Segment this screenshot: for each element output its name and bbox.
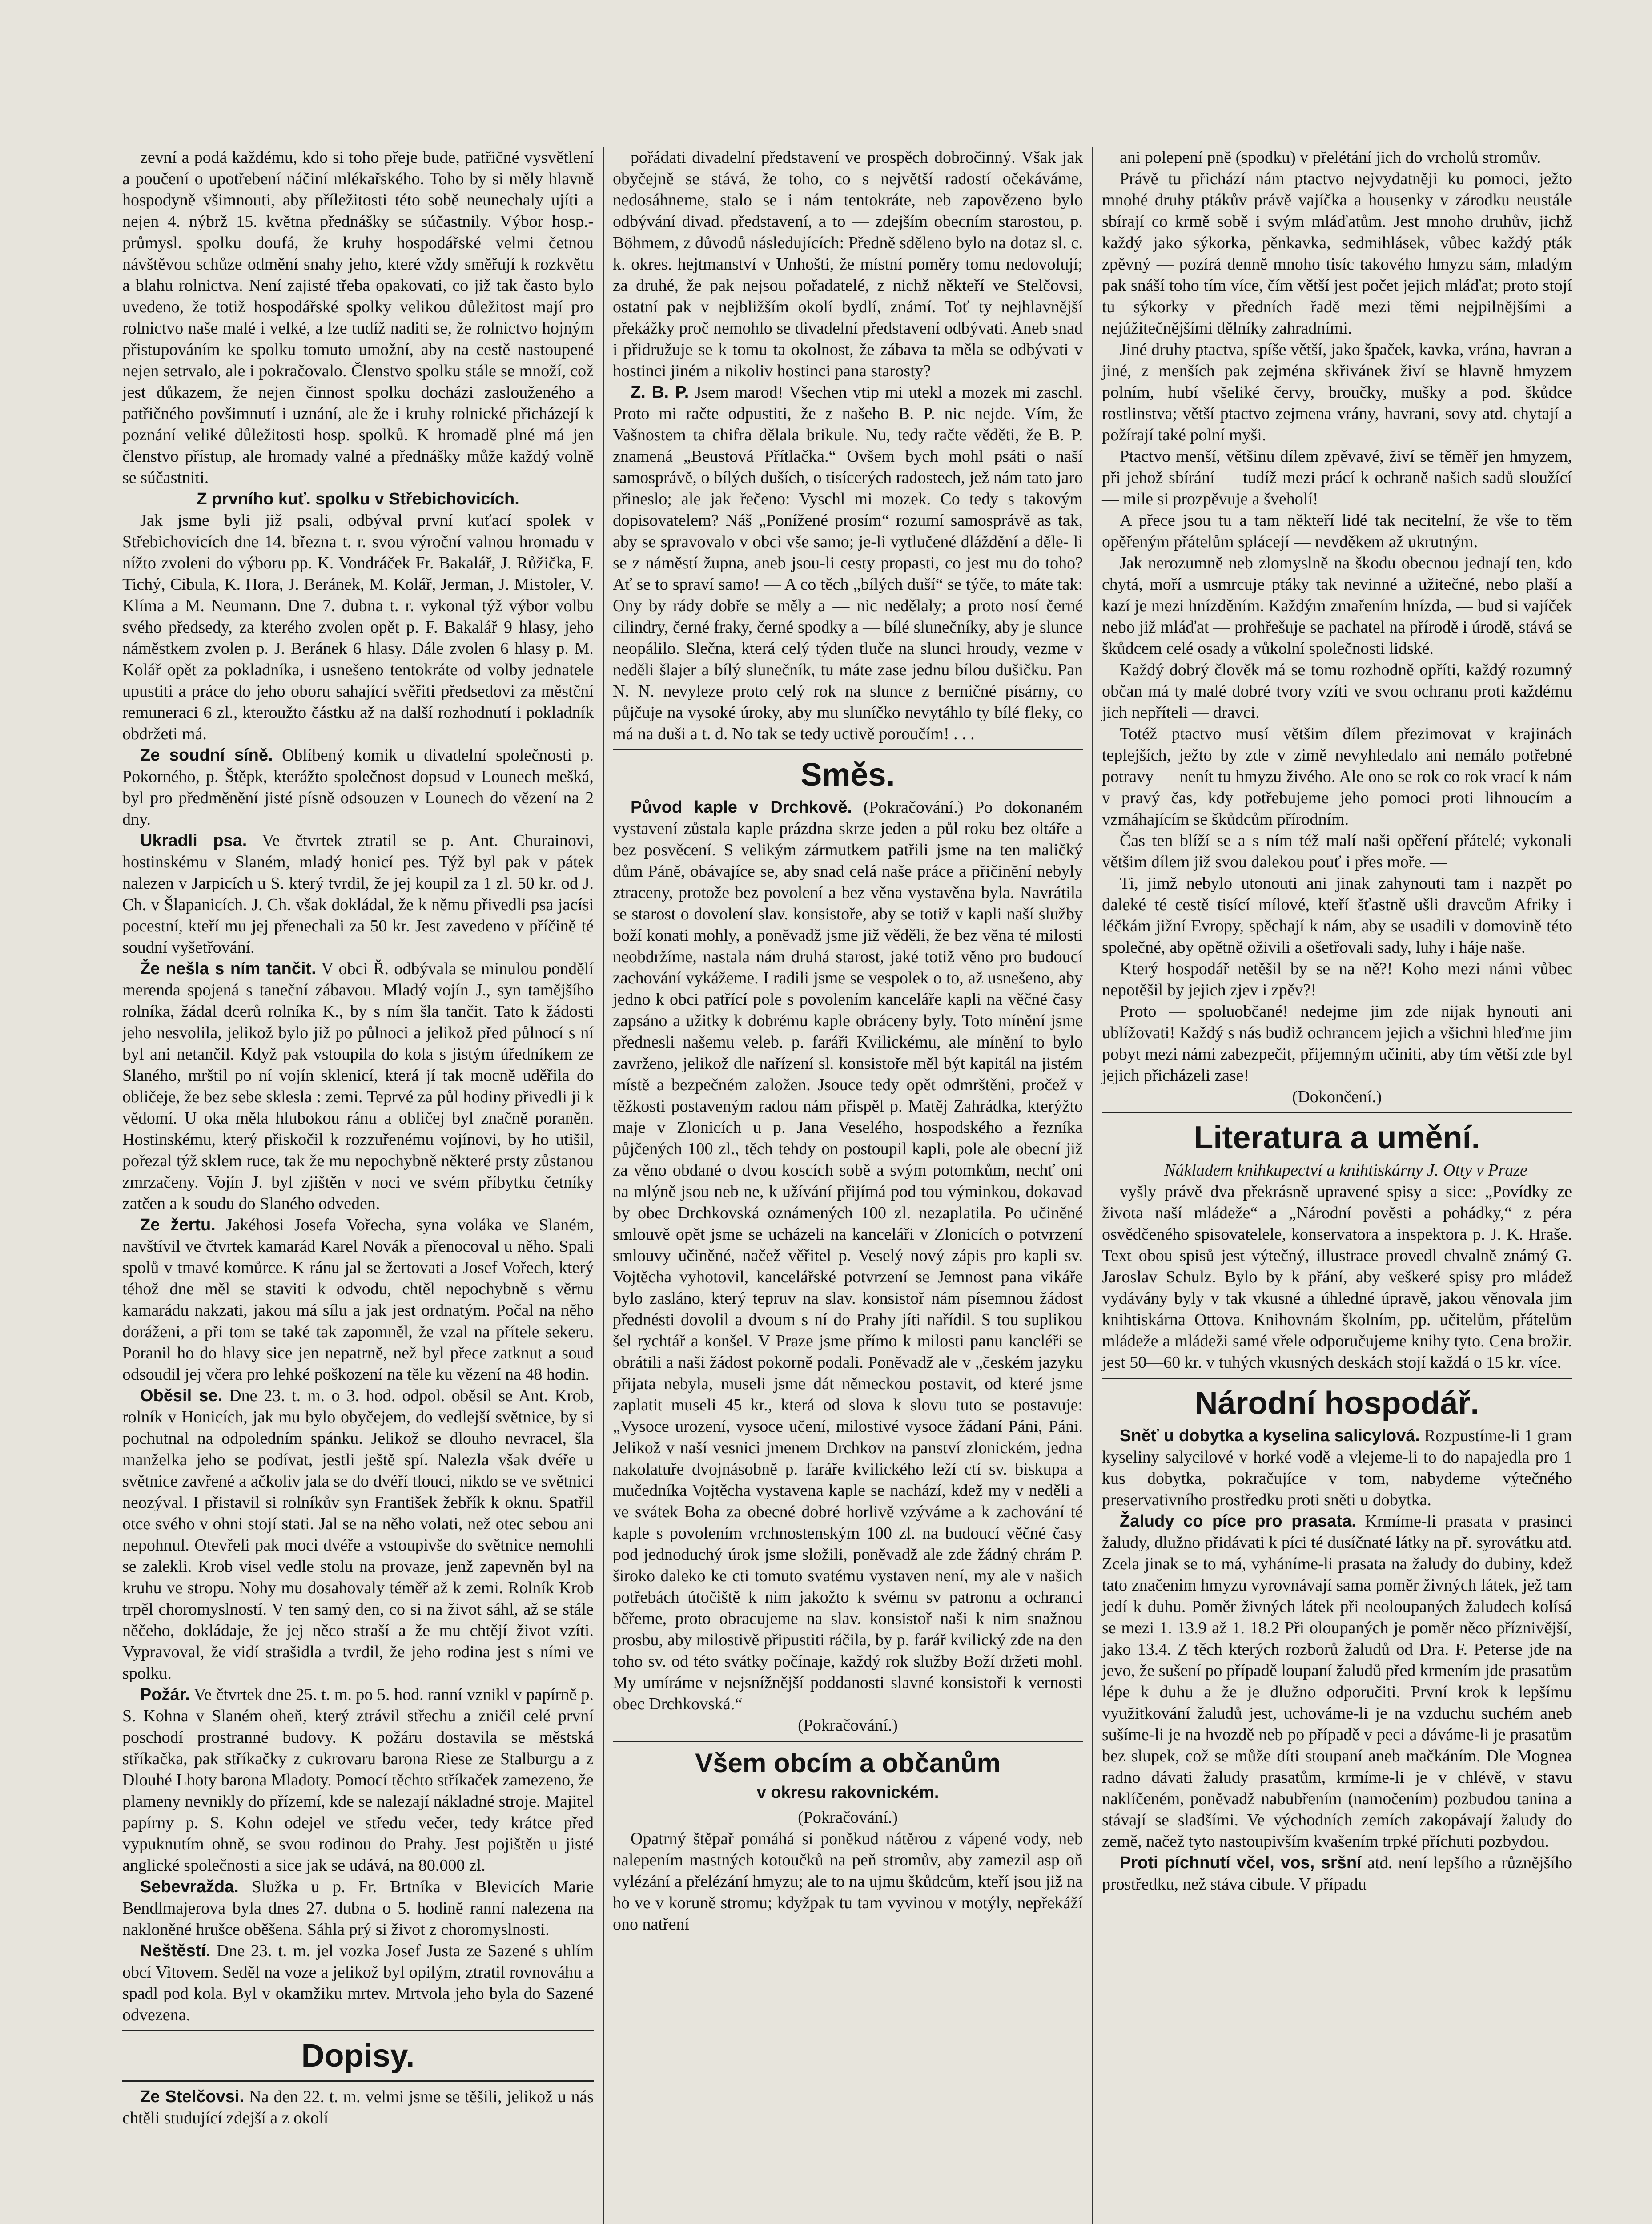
article-text: Rozpustíme-li 1 gram kyseliny salycilové v horké vodě a vlejeme-li to do napajedla pro 1 kus dobytka, pokračujíce v tom, nabydeme výtečného preservativního prostředku proti sněti u dobytka. bbox=[1102, 1426, 1572, 1509]
divider bbox=[1102, 1378, 1572, 1379]
section-heading-literatura: Literatura a umění. bbox=[1194, 1120, 1480, 1156]
column-2 bbox=[603, 147, 1092, 2224]
article-heading: Z. B. P. bbox=[631, 383, 689, 402]
section-heading-dopisy: Dopisy. bbox=[301, 2038, 415, 2074]
article-text: Ve čtvrtek dne 25. t. m. po 5. hod. ranní vznikl v papírně p. S. Kohna v Slaném oheň, který ztrávil střechu a zničil celé první poschodí prostranné budovy. K požáru dostavila se městská stříkačka, pak stříkačky z cukrovaru barona Riese ze Stalburgu a z Dlouhé Lhoty barona Mladoty. Pomocí těchto stříkaček zamezeno, že plameny nevnikly do přízemí, kde se nalezají nákladné stroje. Majitel papírny p. S. Kohn odejel ve středu večer, tedy krátce před vypuknutím ohně, se svou rodinou do Prahy. Jest pojištěn u jisté anglické společnosti a sice jak se udává, na 80.000 zl. bbox=[122, 1685, 594, 1875]
publisher-line: Nákladem knihkupectví a knihtiskárny J. Otty v Praze bbox=[1164, 1161, 1527, 1180]
column-3 bbox=[1092, 147, 1581, 2224]
article-text: Jakéhosi Josefa Vořecha, syna voláka ve Slaném, navštívil ve čtvrtek kamarád Karel Novák a přenocoval u něho. Spali spolů v tmavé komůrce. K ránu jal se žertovati a Josef Vořech, který téhož dne měl se staviti k odvodu, chtěl nepochybně s věrnu kamarádu nakzati, jakou má sílu a jak jest ordnatým. Počal na něho doráženi, a při tom se také tak zapomněl, že vzal na přítele sekeru. Poranil ho do hlavy sice jen nepatrně, než byl přece zatknut a soud odsoudil jej včera pro lehké poškození na těle ku vězení na 48 hodin. bbox=[122, 1216, 594, 1384]
article-heading: Ze žertu. bbox=[140, 1216, 216, 1234]
article-text: V obci Ř. odbývala se minulou pondělí merenda spojená s taneční zábavou. Mladý vojín J., syn tamějšího rolníka, žádal dcerů rolníka K., by s ním šla tančit. Tato k žádosti jeho nesvolila, jelikož bylo již po půlnoci a jelikož před půlnocí s ní byl ani netančil. Když pak vstoupila do kola s jistým úředníkem ze Slaného, mrštil po ní vojín sklenicí, která jí tak mocně uděřila do obličeje, že bez sebe sklesla : zemi. Teprvé za půl hodiny přivedli ji k vědomí. U oka měla hlubokou ránu a obličej byl značně poraněn. Hostinskému, který přiskočil k rozzuřenému vojínovi, by ho utišil, pořezal týž sklem ruce, tak že mu nepochybně některé prsty zůstanou zmrzačeny. Vojín J. byl zjištěn v noci ve svém příbytku četníky zatčen a k soudu do Slaného odveden. bbox=[122, 959, 594, 1213]
divider bbox=[1102, 1112, 1572, 1113]
article-text: Dne 23. t. m. jel vozka Josef Justa ze Sazené s uhlím obcí Vitovem. Seděl na voze a jelikož byl opilým, ztratil rovnováhu a spadl pod kola. Byl v okamžiku mrtev. Mrtvola jeho byla do Sazené odvezena. bbox=[122, 1942, 594, 2024]
article-heading: Sebevražda. bbox=[140, 1878, 239, 1896]
article-heading: Z prvního kuť. spolku v Střebichovicích. bbox=[197, 490, 519, 508]
article-text: Totéž ptactvo musí většim dílem přezimovat v krajinách teplejších, ježto by zde v zimě nevyhledalo ani nemálo potřebné potravy — nenít tu hmyzu živého. Ale ono se rok co rok vrací k nám v pravý čas, kdy potřebujeme jeho pomoci proti lihnoucím a vzmáhajícím se škůdcům přírodním. bbox=[1102, 725, 1572, 829]
article-heading: Ze Stelčovsi. bbox=[140, 2087, 244, 2106]
article-heading: Sněť u dobytka a kyselina salicylová. bbox=[1120, 1426, 1420, 1445]
section-subheading: v okresu rakovnickém. bbox=[756, 1783, 939, 1802]
article-text: Ti, jimž nebylo utonouti ani jinak zahynouti tam i nazpět po daleké té cestě tisící mílové, kteří šťastně ušli dravcům Afriky i léčkám jižní Evropy, spěchají k nám, aby se usadili v domovině této společné, aby opětně oživili a ošetřovali sady, luhy i háje naše. bbox=[1102, 874, 1572, 957]
section-heading-smes: Směs. bbox=[800, 757, 895, 793]
article-text: zevní a podá každému, kdo si toho přeje bude, patřičné vysvětlení a poučení o upotřebení náčiní mlékařského. Toho by si měly hlavně hospodyně všimnouti, aby příležitosti této sobě neunechaly ujíti a nejen 4. nýbrž 15. května přednášky se súčastnily. Výbor hosp.-průmysl. spolku doufá, že kruhy hospodářské velmi četnou návštěvou schůze odmění snahy jeho, které vždy směřují k rozkvětu a blahu rolnictva. Není zajisté třeba opakovati, co již tak často bylo uvedeno, že totiž hospodářské spolky velikou důležitost mají pro rolnictvo naše malé i velké, a lze tudíž naditi se, že rolnictvo hojným přistupováním ke spolku tomuto umožní, aby na cestě nastoupené nejen setrvalo, ale i pokračovalo. Členstvo spolku stále se množí, což jest důkazem, že nejen činnost spolku docházi zaslouženého a patřičného povšimnutí i uznání, ale že i kruhy rolnické přicházejí k poznání veliké důležitosti hosp. spolků. K hromadě plné má jen členstvo přístup, ale hromady valné a přednášky může každý volně se súčastniti. bbox=[122, 148, 594, 487]
section-heading-vsem-obcim: Všem obcím a občanům bbox=[695, 1748, 1001, 1778]
article-heading: Ukradli psa. bbox=[140, 831, 247, 850]
article-text: Oblíbený komik u divadelní společnosti p. Pokorného, p. Štěpk, kterážto společnost dopsud v Lounech mešká, byl pro předměnění jisté písně odsouzen v Lounech do vězení na 2 dny. bbox=[122, 746, 594, 829]
article-heading: Požár. bbox=[140, 1685, 190, 1704]
divider bbox=[613, 749, 1083, 750]
article-text: Ve čtvrtek ztratil se p. Ant. Churainovi, hostinskému v Slaném, mladý honicí pes. Týž byl pak v pátek nalezen v Jarpicích u S. který tvrdil, že jej koupil za 1 zl. 50 kr. od J. Ch. v Šlapanicích. J. Ch. však dokládal, že k němu přivedli psa jacísi pocestní, kteří mu jej přenechali za 50 kr. Jest zavedeno v příčině té soudní vyšetřování. bbox=[122, 831, 594, 957]
article-text: Opatrný štěpař pomáhá si poněkud nátěrou z vápené vody, neb nalepením mastných kotoučků na peň stromův, aby zamezil asp oň vylézání a přelézání hmyzu; ale to na ujmu škůdcům, kteří jsou již na ho ve v koruně stromu; kdyžpak tu tam vyvinou v motýly, nepřekáží ono natření bbox=[613, 1829, 1083, 1934]
section-heading-narodni-hospodar: Národní hospodář. bbox=[1194, 1386, 1479, 1421]
conclusion-note: (Dokončení.) bbox=[1292, 1088, 1382, 1106]
page-body bbox=[113, 147, 1581, 2224]
article-text: A přece jsou tu a tam někteří lidé tak necitelní, že vše to těm opěřeným přátelům splácejí — nevděkem až ukrutným. bbox=[1102, 511, 1572, 551]
continuation-note: (Pokračování.) bbox=[798, 1808, 898, 1827]
article-heading: Žaludy co píce pro prasata. bbox=[1120, 1512, 1356, 1531]
article-text: Dne 23. t. m. o 3. hod. odpol. oběsil se Ant. Krob, rolník v Honicích, jak mu bylo obyčejem, do vedlejší světnice, by si pochutnal na odpoledním spánku. Jelikož se dlouho nevracel, šla manželka jeho se podívat, jestli ještě spí. Nalezla však dvéře u světnice zavřené a ačkoliv jala se do dvéří tlouci, nikdo se ve světnici neozýval. I přistavil si rolníkův syn František žebřík k oknu. Spatřil otce svého v ohni stojí stati. Jal se na něho volati, než otec sebou ani nepohnul. Otevřeli pak moci dvéře a vstoupivše do světnice nemohli se zalekli. Krob visel vedle stolu na provaze, jenž zapevněn byl na kruhu ve stropu. Nohy mu dosahovaly téměř až k zemi. Rolník Krob trpěl choromyslností. V ten samý den, co si na život sáhl, až se stále něčeho, dokládaje, že jej něco straší a že mu chtějí život vzíti. Vypravoval, že vidí strašidla a tvrdil, že jeho rodina jest s ními ve spolku. bbox=[122, 1386, 594, 1683]
article-text: Který hospodář netěšil by se na ně?! Koho mezi námi vůbec nepotěšil by jejich zjev i zpěv?! bbox=[1102, 959, 1572, 999]
article-heading: Proti píchnutí včel, vos, sršní bbox=[1120, 1853, 1362, 1872]
article-text: vyšly právě dva překrásně upravené spisy a sice: „Povídky ze života naší mládeže“ a „Národní pověsti a pohádky,“ z péra osvědčeného spisovatelele, konservatora a inspektora p. J. K. Hraše. Text obou spisů jest výtečný, illustrace provedl chvalně známý G. Jaroslav Schulz. Bylo by k přání, aby veškeré spisy pro mládež vydávány byly v tak vkusné a úhledné úpravě, jakou věnovala jim knihtiskárna Ottova. Knihovnám školním, pp. učitelům, přátelům mládeže a mládeži samé vřele odporučujeme knihy tyto. Cena brožir. jest 50—60 kr. v tuhých vkusných deskách stojí každá o 15 kr. více. bbox=[1102, 1182, 1572, 1372]
article-heading: Že nešla s ním tančit. bbox=[140, 959, 316, 978]
column-1 bbox=[113, 147, 603, 2224]
article-text: Každý dobrý člověk má se tomu rozhodně opříti, každý rozumný občan má ty malé dobré tvory vzíti ve svou ochranu proti každému jich nepříteli — dravci. bbox=[1102, 661, 1572, 722]
article-text: Ptactvo menší, většinu dílem zpěvavé, živí se těměř jen hmyzem, při jehož sbírání — tudíž mezi prácí k ochraně našich sadů sloužící — mile si prozpěvuje a šveholí! bbox=[1102, 447, 1572, 508]
article-text: Jiné druhy ptactva, spíše větší, jako špaček, kavka, vrána, havran a jiné, z menších pak zejména skřivánek živí se hlavně hmyzem polním, hubí všeliké červy, broučky, mušky a pod. škůdce rostlinstva; větší ptactvo zejmena vrány, havrani, sovy atd. chytají a požírají také polní myši. bbox=[1102, 340, 1572, 444]
article-text: ani polepení pně (spodku) v přelétání jich do vrcholů stromův. bbox=[1120, 148, 1541, 167]
article-text: Služka u p. Fr. Brtníka v Blevicích Marie Bendlmajerova byla dnes 27. dubna o 5. hodině ranní nalezena na nakloněné hrušce oběšena. Sáhla prý si život z choromyslnosti. bbox=[122, 1878, 594, 1939]
article-text: (Pokračování.) Po dokonaném vystavení zůstala kaple prázdna skrze jeden a půl roku bez oltáře a bez posvěcení. S velikým zármutkem patřili jsme na ten maličký dům Páně, obávajíce se, aby snad celá naše práce a přičinění nebyly ztraceny, protože bez povolení a bez věna vystavěna byla. Navrátila se starost o dovolení slav. konsistoře, aby se totiž v kapli naší služby boží konati mohly, a poněvadž jsme již věděli, že bez věna té milosti neobdržíme, nastala nám druhá starost, jaké totiž věno pro budoucí zachování vykážeme. I radili jsme se vespolek o to, až usnešeno, aby jedno k obci patřící pole s povolením kanceláře kapli na věčné časy zapsáno a užitky k dobrému kaple obráceny byly. Toto mínění jsme přednesli našemu veleb. p. faráři Kvilickému, ale mínění to bylo zavrženo, jelikož dle nařízení sl. konsistoře měl být kapitál na jistém místě a bezpečném založen. Jsouce tedy opět odmrštěni, pročež v těžkosti postaveným radou nám přispěl p. Matěj Zahrádka, kterýžto maje v Zlonicích u p. Jana Veselého, hospodského a řezníka půjčených 100 zl., těch tehdy on postoupil kapli, pole ale obecní již za věno obdané o dvou koscích sobě a svým potomkům, nechť oni na mlýně jsou neb ne, k užívání přijímá pod tou výminkou, dokavad by obec Drchkovská oznámených 100 zl. nezaplatila. Po učiněné smlouvě opět jsme se ucházeli na kanceláři v Zlonicích o potvrzení smlouvy učiněné, načež věřitel p. Veselý nový zápis pro kapli sv. Vojtěcha vyhotovil, kancelářské potvrzení se Jemnost pana vikáře bylo zasláno, který tepruv na slav. konsistoř nám písemnou žádost přednésti dovolil a dvoum s ní do Prahy jíti nařídil. S tou suplikou šel rychtář a konšel. V Praze jsme přímo k milosti panu kancléři se obrátili a naši žádost pokorně podali. Poněvadž ale v „českém jazyku přijata nebyla, museli jsme dát německou postavit, od které jsme zaplatit museli 45 kr., která od slova k slovu tuto se postavuje: „Vysoce urození, vysoce učení, milostivé vysoce žádaní Páni, Páni. Jelikož v naší vesnici jmenem Drchkov na panství zlonickém, jedna nakolatuře dvojnásobně p. faráře kvilického leží ctí sv. biskupa a mučedníka Vojtěcha vystavena kaple se nachází, kdež my v neděli a ve svátek Boha za obecné dobré horlivě vzýváme a k zachování té kaple s povolením vrchnostenským 100 zl. na budoucí věčné časy pod jednoduchý úrok jsme složili, poněvadž ale zde žádný chrám P. široko daleko ke cti tomuto svatému vystaven není, my ale v našich potřebách útočiště k nim jakožto k svému sv patronu a ochranci běřeme, proto obracujeme na slav. konsistoř naši k nim snažnou prosbu, aby milostivě připustiti ráčila, by p. farář kvilický zde na den toho sv. od této svátky počínaje, každý rok služby Boží držeti mohl. My umíráme v nejsnížnější poddanosti slavné konsistoři k vernosti obec Drchkovská.“ bbox=[613, 798, 1083, 1713]
divider bbox=[122, 2030, 594, 2031]
article-text: Krmíme-li prasata v prasinci žaludy, dlužno přidávati k píci té dusíčnaté látky na př. syrovátku atd. Zcela jinak se to má, vyháníme-li prasata na žaludy do dubiny, kdež tato značenim hmyzu vyrovnávají sama poměr živných látek, jež tam jedí k duhu. Poměr živných látek při neoloupaných žaludech kolísá se mezi 1. 13.9 až 1. 18.2 Při oloupaných je poměr něco příznivější, jako 13.4. Z těch kterých rozborů žaludů od Dra. F. Peterse jde na jevo, že sušení po případě loupaní žaludů před krmením jde prasatům lépe k duhu a že je dlužno odporučiti. První krok k lepšímu využitkování žaludů jest, uchováme-li je na vzduchu suchém aneb sušíme-li je na hvozdě neb po případě v peci a dáváme-li je prasatům bez slupek, což se může díti stoupaní aneb mačkáním. Dle Mognea radno dávati žaludy prasatům, krmíme-li je v chlévě, v stavu naklíčeném, poněvadž nabubřením (namočením) pozbudou tanina a stávají se sladšími. Ve východních zemích zakopávají žaludy do země, načež tyto nastoupivším kvašením trpké příchuti pozbydou. bbox=[1102, 1512, 1572, 1851]
article-heading: Ze soudní síně. bbox=[140, 746, 273, 765]
continuation-note: (Pokračování.) bbox=[798, 1716, 898, 1735]
article-text: Jsem marod! Všechen vtip mi utekl a mozek mi zaschl. Proto mi račte odpustiti, že z našeho B. P. nic nejde. Vím, že Vašnostem ta chifra dělala brikule. Nu, tedy račte věděti, že B. P. znamená „Beustová Přítlačka.“ Ovšem bych mohl psáti o naší samosprávě, o bílých duších, o tisícerých radostech, jež nám tato jaro přineslo; ale jak řečeno: Vyschl mi mozek. Co tedy s takovým dopisovatelem? Náš „Ponížené prosím“ rozumí samosprávě as tak, aby se spravovalo v obci vše samo; je-li vytlučené dláždění a děle- li se z náměstí župna, aneb jsou-li cesty propasti, co jest mu do toho? Ať se to spraví samo! — A co těch „bílých duší“ se týče, to máte tak: Ony by rády dobře se měly a — nic nedělaly; a proto nosí černé cilindry, černé fraky, černé spodky a — bílé slunečníky, aby je slunce neopálilo. Slečna, která celý týden tluče na slunci hroudy, vezme v neděli šlajer a bílý slunečník, tu máte zase jednu bílou dušičku. Pan N. N. nevyleze proto celý rok na slunce z berničné písárny, co půjčuje na vysoké úroky, aby mu sluníčko nevytáhlo ty bílé fleky, co má na duši a t. d. No tak se tedy uctivě poroučím! . . . bbox=[613, 383, 1083, 743]
article-heading: Oběsil se. bbox=[140, 1386, 223, 1405]
article-heading: Neštěstí. bbox=[140, 1942, 211, 1960]
divider bbox=[613, 1741, 1083, 1742]
article-text: Jak nerozumně neb zlomyslně na škodu obecnou jednají ten, kdo chytá, moří a usmrcuje ptáky tak nevinné a užitečné, nebo plaší a kazí je mezi hnízděním. Každým zmařením hnízda, — bud si vajíček nebo již mláďat — prohřešuje se pachatel na přírodě i úrodě, stává se škůdcem celé osady a vůkolní společnosti lidské. bbox=[1102, 554, 1572, 658]
article-text: Jak jsme byli již psali, odbýval první kuťací spolek v Střebichovicích dne 14. března t. r. svou výroční valnou hromadu v nížto zvoleni do výboru pp. K. Vondráček Fr. Bakalář, J. Růžička, F. Tichý, Cibula, K. Hora, J. Beránek, M. Kolář, Jerman, J. Mistoler, V. Klíma a M. Neumann. Dne 7. dubna t. r. vykonal týž výbor volbu svého předsedy, za kterého zvolen opět p. F. Bakalář 9 hlasy, jeho náměstkem zvolen p. J. Beránek 6 hlasy. Dále zvolen 6 hlasy p. M. Kolář opět za pokladníka, i usnešeno tentokráte od volby jednatele upustiti a práce do jeho oboru sahající svěřiti předsedovi za městční remuneraci 6 zl., kteroužto částku až na další rozhodnutí i pokladník obdržeti má. bbox=[122, 511, 594, 743]
divider bbox=[122, 2080, 594, 2082]
article-heading: Původ kaple v Drchkově. bbox=[631, 798, 852, 817]
article-text: Na den 22. t. m. velmi jsme se těšili, jelikož u nás chtěli studující zdejší a z okolí bbox=[122, 2087, 594, 2127]
article-text: Proto — spoluobčané! nedejme jim zde nijak hynouti ani ublížovati! Každý s nás budiž ochrancem jejich a všichni hleďme jim pobyt mezi námi zabezpečit, přijemným učiniti, aby tím větší zde byl jejich přicházeli zase! bbox=[1102, 1002, 1572, 1085]
article-text: Čas ten blíží se a s ním též malí naši opěření přátelé; vykonali většim dílem již svou dalekou pouť i přes moře. — bbox=[1102, 831, 1572, 871]
article-text: atd. není lepšího a různějšího prostředku, než stáva cibule. V případu bbox=[1102, 1853, 1572, 1894]
article-text: pořádati divadelní představení ve prospěch dobročinný. Však jak obyčejně se stává, že toho, co s největší radostí očekáváme, nedosáhneme, stalo se i nám tentokráte, neb zapovězeno bylo odbývání divad. představení, a to — zdejším obecním starostou, p. Böhmem, z důvodů následujících: Předně sděleno bylo na dotaz sl. c. k. okres. hejtmanství v Unhošti, že místní poměry tomu nedovolují; za druhé, že pak nejsou pořadatelé, z nichž někteří ve Stelčovsi, ostatní pak v nejbližším okolí bydlí, známí. Toť ty nejhlavnější překážky proč nemohlo se divadelní představení odbývati. Aneb snad i přidružuje se k tomu ta okolnost, že zábava ta měla se odbývati v hostinci jiném a nikoliv hostinci pana starosty? bbox=[613, 148, 1083, 380]
article-text: Právě tu přichází nám ptactvo nejvydatněji ku pomoci, ježto mnohé druhy ptákův právě vajíčka a housenky v zárodku neustále sbírají co krmě sobě i svým mláďatům. Jest mnoho druhův, jichž každý jako sýkorka, pěnkavka, sedmihlásek, vůbec každý pták zpěvný — pozírá denně mnoho tisíc takového hmyzu sám, mladým pak snáší toho tím více, čím větší jest počet jejich mláďat; proto stojí tu sýkorky v předních řadě mezi těmi nejpilnějšími a nejúžitečnějšími dělníky zahradními. bbox=[1102, 169, 1572, 338]
